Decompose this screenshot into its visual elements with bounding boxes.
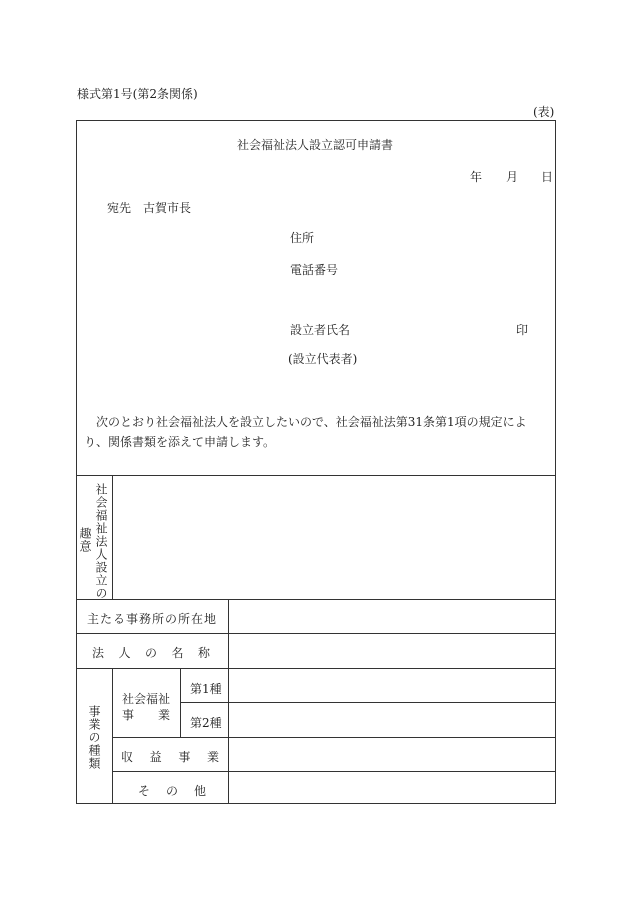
divider xyxy=(180,668,181,737)
founder-name-label: 設立者氏名 xyxy=(290,323,351,337)
corporation-name-field[interactable] xyxy=(229,634,556,668)
date-day-label: 日 xyxy=(541,170,554,184)
purpose-field[interactable] xyxy=(113,476,556,599)
form-title: 社会福祉法人設立認可申請書 xyxy=(236,138,393,152)
other-field[interactable] xyxy=(229,772,556,804)
other-label: そ の 他 xyxy=(138,784,206,798)
type2-field[interactable] xyxy=(229,703,556,737)
date-month-label: 月 xyxy=(506,170,519,184)
seal-mark: 印 xyxy=(516,323,529,337)
type1-field[interactable] xyxy=(229,669,556,702)
side-indicator: (表) xyxy=(533,105,555,119)
form-number: 様式第1号(第2条関係) xyxy=(77,87,198,101)
main-office-label: 主たる事務所の所在地 xyxy=(87,612,218,626)
application-statement: 次のとおり社会福祉法人を設立したいので、社会福祉法第31条第1項の規定により、関係書類を添えて申請します。 xyxy=(84,415,527,449)
type2-label: 第2種 xyxy=(190,716,222,730)
addressee: 古賀市長 xyxy=(143,201,192,215)
main-office-field[interactable] xyxy=(229,600,556,633)
representative-label: (設立代表者) xyxy=(288,352,358,366)
welfare-business-label: 社会福祉 xyxy=(122,692,171,706)
addressee-prefix: 宛先 xyxy=(107,201,132,215)
purpose-label: 社会福祉法人設立の xyxy=(94,483,108,600)
divider xyxy=(112,668,113,804)
phone-label: 電話番号 xyxy=(290,263,339,277)
profit-business-field[interactable] xyxy=(229,738,556,771)
corporation-name-label: 法 人 の 名 称 xyxy=(92,646,210,660)
profit-business-label: 収 益 事 業 xyxy=(121,750,219,764)
address-label: 住所 xyxy=(290,231,315,245)
type1-label: 第1種 xyxy=(190,682,222,696)
purpose-label-suffix: 趣意 xyxy=(78,527,92,553)
welfare-business-label-2: 事 業 xyxy=(122,708,170,722)
date-year-label: 年 xyxy=(470,170,483,184)
business-types-label: 事業の種類 xyxy=(87,705,101,770)
